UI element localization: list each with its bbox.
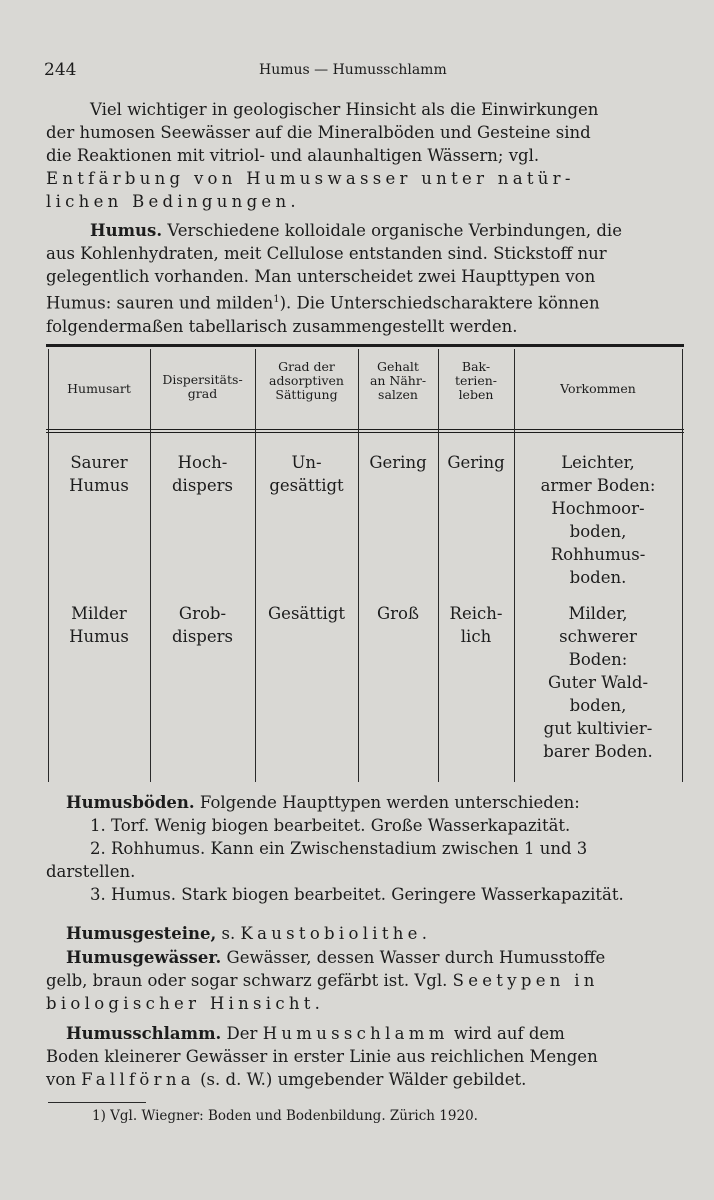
text-line xyxy=(46,288,686,315)
entry-text: wird auf dem xyxy=(453,1024,565,1043)
entry-text: Humus: sauren und milden xyxy=(46,293,274,313)
page-header xyxy=(44,60,684,86)
column-header-bakterienleben: Bak- terien- leben xyxy=(454,359,498,402)
entry-term: Humusgesteine, xyxy=(66,924,217,943)
text-line: folgendermaßen tabellarisch zusammengestellt werden. xyxy=(46,316,518,336)
text-line: der humosen Seewässer auf die Mineralböden und Gesteine sind xyxy=(46,123,591,142)
footnote-text: Vgl. Wiegner: Boden und Bodenbildung. Zürich 1920. xyxy=(110,1108,478,1124)
entry-text: Der xyxy=(226,1024,258,1043)
table-cell-vorkommen: Milder, schwerer Boden: Guter Wald- boden, gut kultivier- barer Boden. xyxy=(543,604,653,761)
column-header-vorkommen: Vorkommen xyxy=(560,381,636,396)
table-cell-dispers: Grob- dispers xyxy=(172,604,233,646)
table-column-line xyxy=(682,349,683,782)
entry-text: von xyxy=(46,1070,76,1089)
footnote xyxy=(92,1108,478,1124)
table-header-rule xyxy=(46,432,684,433)
entry-text: Verschiedene kolloidale organische Verbindungen, die xyxy=(167,221,622,240)
list-item: 1. Torf. Wenig biogen bearbeitet. Große Wasserkapazität. xyxy=(90,816,571,835)
footnote-marker: 1 xyxy=(273,294,280,305)
text-line: aus Kohlenhydraten, meit Cellulose entstanden sind. Stickstoff nur xyxy=(46,244,607,263)
page-number: 244 xyxy=(44,60,77,80)
entry-term: Humusschlamm. xyxy=(66,1024,222,1043)
text-line xyxy=(46,1022,686,1045)
footnote-divider xyxy=(48,1102,146,1103)
table-cell-vorkommen: Leichter, armer Boden: Hochmoor- boden, Rohhumus- boden. xyxy=(540,453,656,587)
column-header-naehrsalze: Gehalt an Nähr- salzen xyxy=(369,359,427,402)
text-line xyxy=(46,922,686,945)
entry-term: Humusböden. xyxy=(66,793,195,812)
text-line xyxy=(46,791,686,814)
table-cell-gehalt: Gering xyxy=(369,453,427,472)
table-column-line xyxy=(48,349,49,782)
intro-paragraph xyxy=(46,98,686,213)
table-cell-saettigung: Un- gesättigt xyxy=(269,453,344,495)
table-cell-bakterien: Gering xyxy=(447,453,505,472)
spaced-reference: Entfärbung von Humuswasser unter natür- xyxy=(46,169,575,188)
list-item: 2. Rohhumus. Kann ein Zwischenstadium zwischen 1 und 3 xyxy=(90,839,588,858)
spaced-reference: biologischer Hinsicht. xyxy=(46,994,325,1013)
table-cell-gehalt: Groß xyxy=(376,604,420,623)
text-line xyxy=(46,219,686,242)
text-line: gelegentlich vorhanden. Man unterscheidet zwei Haupttypen von xyxy=(46,267,596,286)
column-header-dispersitaetsgrad: Dispersitäts- grad xyxy=(162,372,243,401)
humus-comparison-table xyxy=(46,344,684,782)
text-line xyxy=(46,1068,686,1091)
humusgesteine-entry xyxy=(46,922,686,945)
table-cell-art: Milder Humus xyxy=(69,604,129,646)
table-cell-bakterien: Reich- lich xyxy=(449,604,503,646)
table-cell-art: Saurer Humus xyxy=(69,453,129,495)
column-header-humusart: Humusart xyxy=(67,381,131,396)
table-cell-dispers: Hoch- dispers xyxy=(172,453,233,495)
list-item: 3. Humus. Stark biogen bearbeitet. Geringere Wasserkapazität. xyxy=(90,885,624,904)
table-column-line xyxy=(358,349,359,782)
humusschlamm-entry xyxy=(46,1022,686,1091)
entry-term: Humusgewässer. xyxy=(66,948,222,967)
humus-entry xyxy=(46,219,686,338)
entry-term: Humus. xyxy=(90,221,163,240)
text-line: Boden kleinerer Gewässer in erster Linie aus reichlichen Mengen xyxy=(46,1047,598,1066)
entry-text: ). Die Unterschiedscharaktere können xyxy=(279,293,600,313)
spaced-reference: Humusschlamm xyxy=(262,1024,449,1043)
running-title: Humus — Humusschlamm xyxy=(259,62,447,78)
table-column-line xyxy=(438,349,439,782)
text-line xyxy=(46,946,686,969)
humusboeden-entry xyxy=(46,791,686,906)
table-top-rule xyxy=(46,344,684,347)
entry-text: Folgende Haupttypen werden unterschieden: xyxy=(199,793,580,812)
table-header-rule xyxy=(46,429,684,430)
list-item-continuation: darstellen. xyxy=(46,862,136,881)
spaced-reference: lichen Bedingungen. xyxy=(46,192,300,211)
column-header-saettigung: Grad der adsorptiven Sättigung xyxy=(269,359,344,402)
footnote-marker: 1) xyxy=(92,1108,106,1124)
text-line xyxy=(46,969,686,992)
table-cell-saettigung: Gesättigt xyxy=(268,604,345,623)
text-line: die Reaktionen mit vitriol- und alaunhaltigen Wässern; vgl. xyxy=(46,146,540,165)
humusgewaesser-entry xyxy=(46,946,686,1015)
entry-text: s. xyxy=(221,924,236,943)
spaced-reference: Seetypen in xyxy=(452,971,599,990)
text-line: Viel wichtiger in geologischer Hinsicht als die Einwirkungen xyxy=(90,100,599,119)
entry-text: (s. d. W.) umgebender Wälder gebildet. xyxy=(200,1070,527,1089)
entry-text: Gewässer, dessen Wasser durch Humusstoffe xyxy=(226,948,606,967)
entry-text: gelb, braun oder sogar schwarz gefärbt ist. Vgl. xyxy=(46,971,448,990)
table-column-line xyxy=(150,349,151,782)
spaced-reference: Fallförna xyxy=(81,1070,195,1089)
spaced-reference: Kaustobiolithe. xyxy=(240,924,432,943)
table-column-line xyxy=(255,349,256,782)
